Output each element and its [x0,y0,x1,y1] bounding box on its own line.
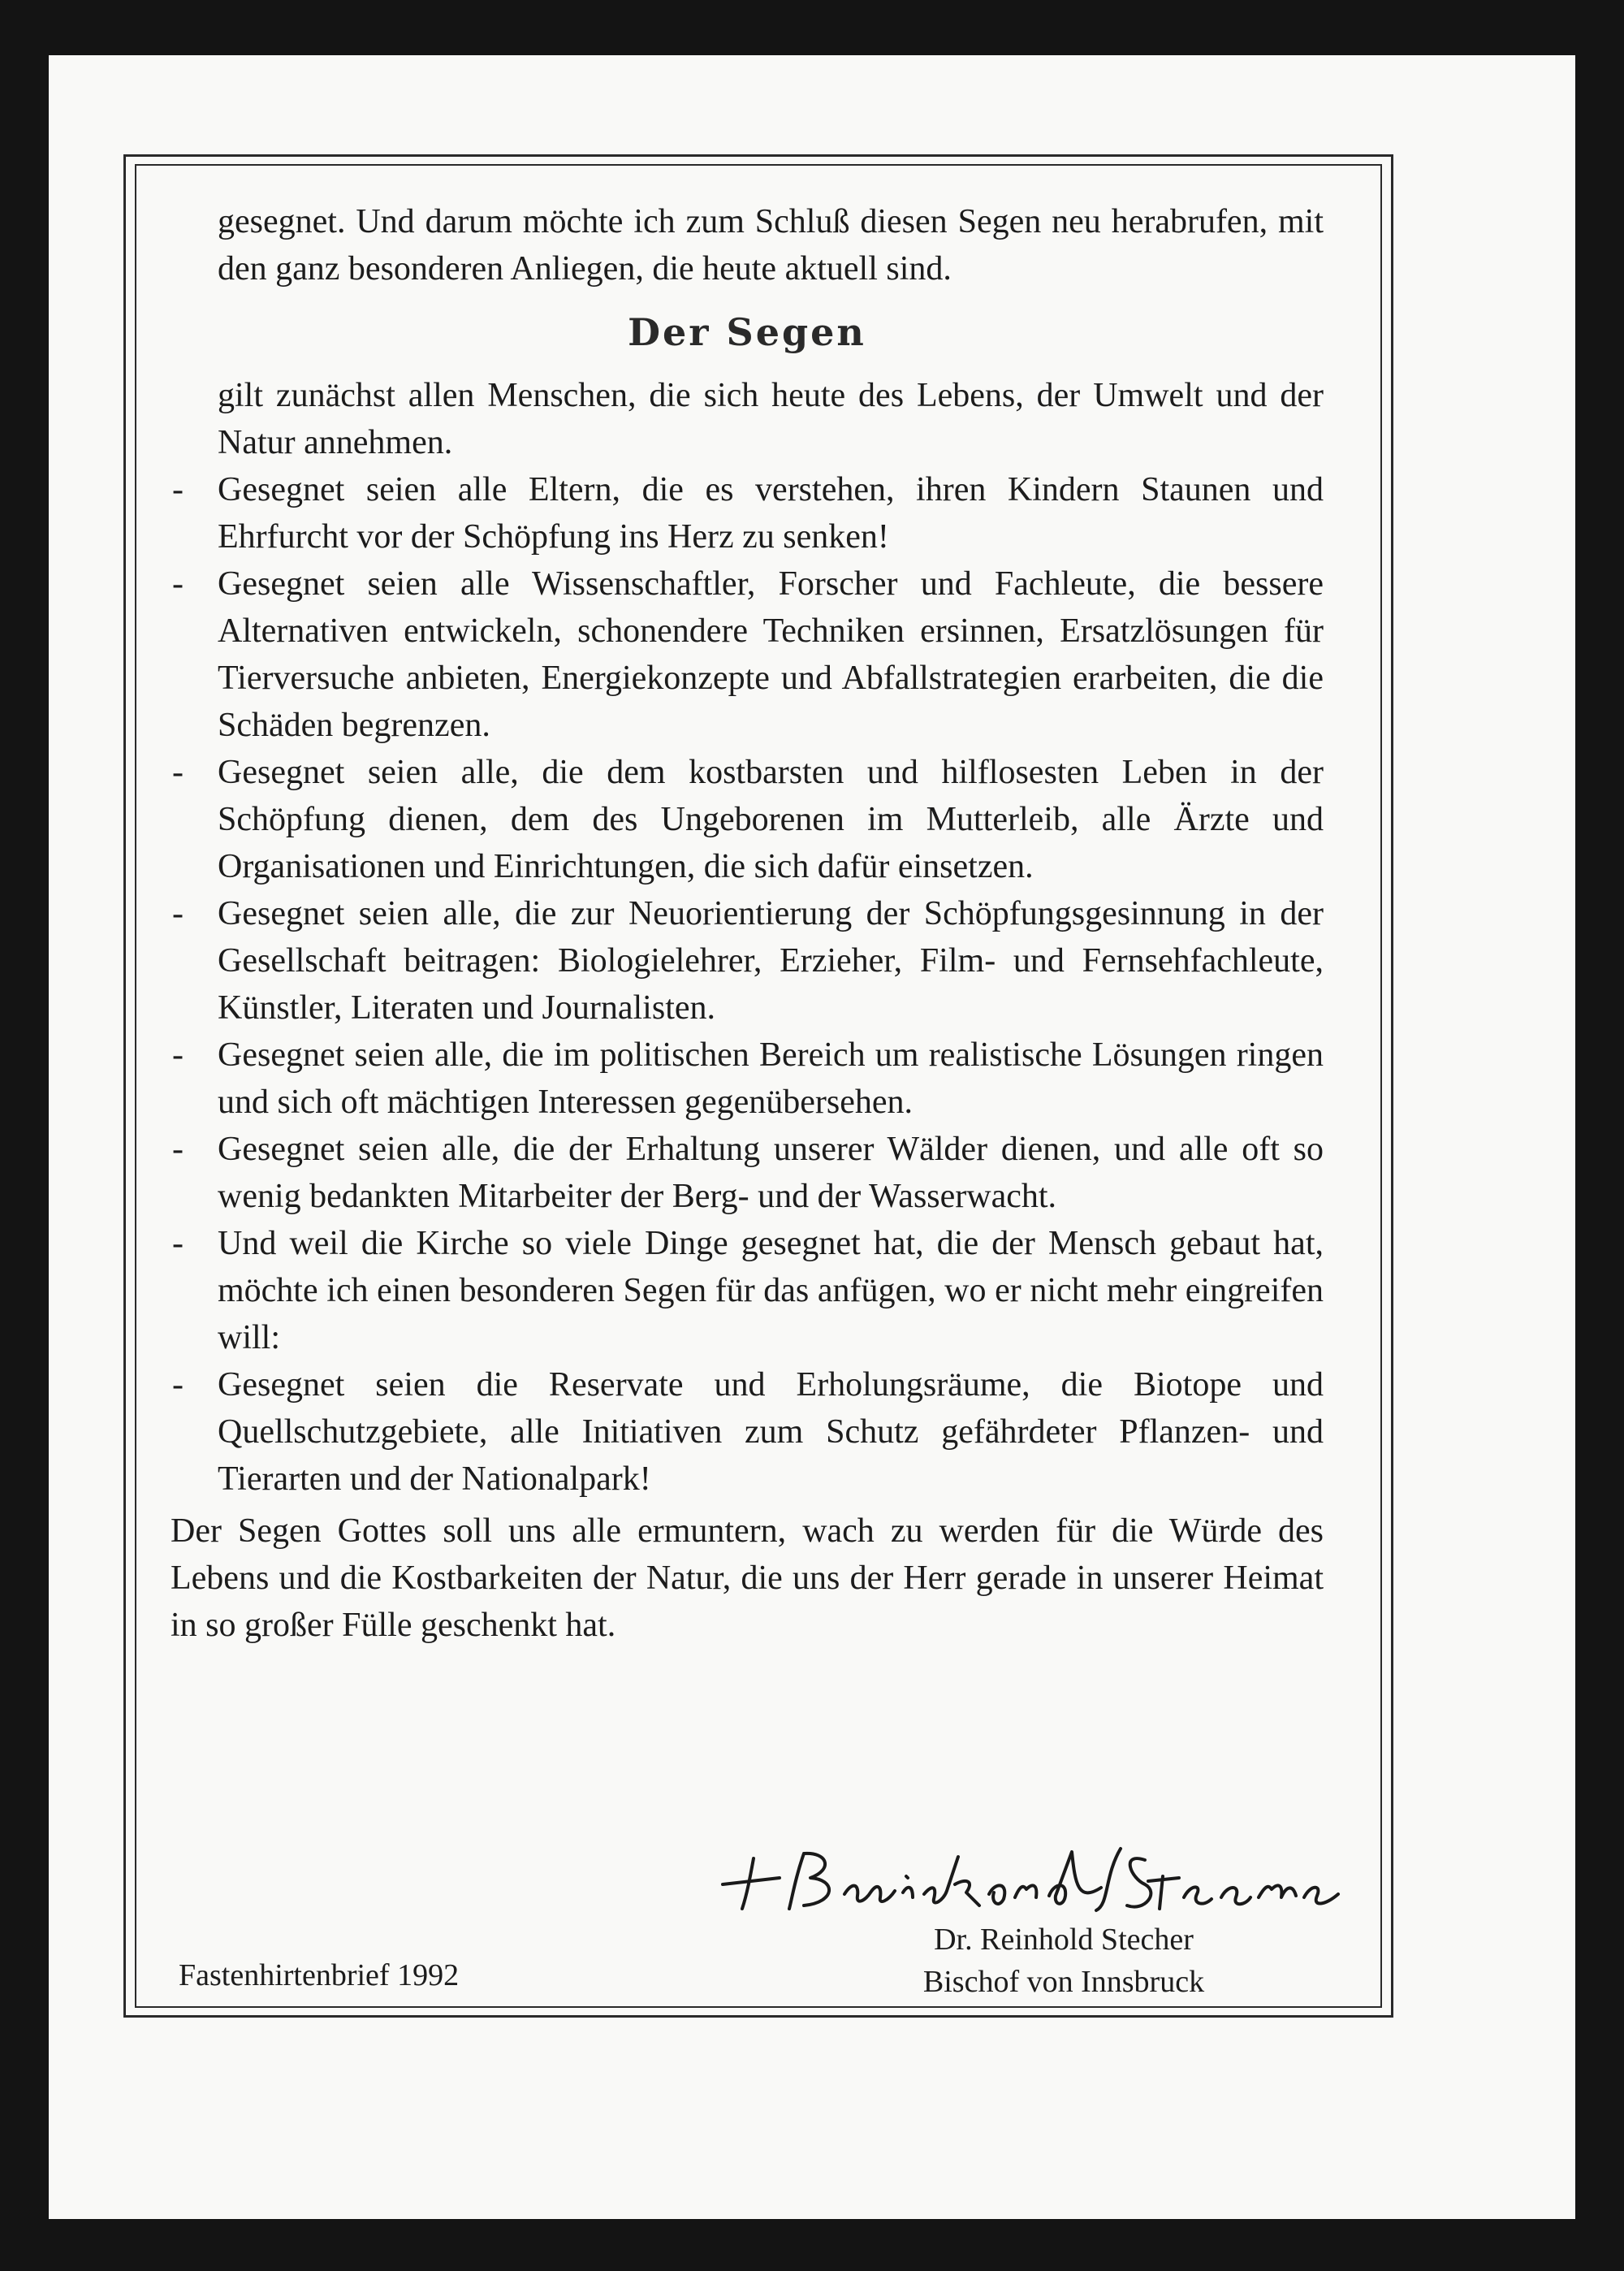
letter-body [171,198,1324,1649]
bullet-dash: - [172,1225,184,1262]
list-item: - Gesegnet seien die Reservate und Erholungsräume, die Biotope und Quellschutzgebiete, alle Initiativen zum Schutz gefährdeter Pflanzen- und Tierarten und der Nationalpark! [171,1361,1324,1503]
bullet-dash: - [172,895,184,932]
signatory [844,1918,1283,2003]
intro-paragraph: gesegnet. Und darum möchte ich zum Schluß diesen Segen neu herabrufen, mit den ganz besonderen Anliegen, die heute aktuell sind. [218,203,1324,288]
list-item: - Gesegnet seien alle, die im politischen Bereich um realistische Lösungen ringen und sich oft mächtigen Interessen gegenübersehen. [171,1032,1324,1126]
bullet-dash: - [172,471,184,508]
bullet-dash: - [172,1131,184,1168]
closing-paragraph: Der Segen Gottes soll uns alle ermuntern, wach zu werden für die Würde des Lebens und die Kostbarkeiten der Natur, die uns der Herr gerade in unserer Heimat in so großer Fülle geschenkt hat. [171,1512,1324,1644]
handwritten-signature [715,1828,1348,1917]
document-source: Fastenhirtenbrief 1992 [179,1958,460,1992]
list-item: - Gesegnet seien alle, die zur Neuorientierung der Schöpfungsgesinnung in der Gesellschaft beitragen: Biologielehrer, Erzieher, Film- und Fernsehfachleute, Künstler, Literaten und Journalisten. [171,890,1324,1032]
list-item: - Gesegnet seien alle Wissenschaftler, Forscher und Fachleute, die bessere Alternativen entwickeln, schonendere Techniken ersinnen, Ersatzlösungen für Tierversuche anbieten, Energiekonzepte und Abfallstrategien erarbeiten, die die Schäden begrenzen. [171,560,1324,749]
bullet-dash: - [172,1366,184,1404]
signatory-name: Dr. Reinhold Stecher [934,1923,1194,1957]
list-item: - Gesegnet seien alle Eltern, die es verstehen, ihren Kindern Staunen und Ehrfurcht vor der Schöpfung ins Herz zu senken! [171,466,1324,560]
section-heading: Der Segen [628,310,866,354]
bullet-dash: - [172,565,184,603]
list-item: - Und weil die Kirche so viele Dinge gesegnet hat, die der Mensch gebaut hat, möchte ich einen besonderen Segen für das anfügen, wo er nicht mehr eingreifen will: [171,1220,1324,1361]
bullet-dash: - [172,754,184,791]
blessing-list [171,466,1324,1503]
list-item: - Gesegnet seien alle, die der Erhaltung unserer Wälder dienen, und alle oft so wenig bedankten Mitarbeiter der Berg- und der Wasserwacht. [171,1126,1324,1220]
bullet-dash: - [172,1036,184,1074]
signatory-title: Bischof von Innsbruck [922,1965,1205,1999]
list-item: - Gesegnet seien alle, die dem kostbarsten und hilflosesten Leben in der Schöpfung dienen, dem des Ungeborenen im Mutterleib, alle Ärzte und Organisationen und Einrichtungen, die sich dafür einsetzen. [171,749,1324,890]
lead-paragraph: gilt zunächst allen Menschen, die sich heute des Lebens, der Umwelt und der Natur annehmen. [218,377,1324,461]
